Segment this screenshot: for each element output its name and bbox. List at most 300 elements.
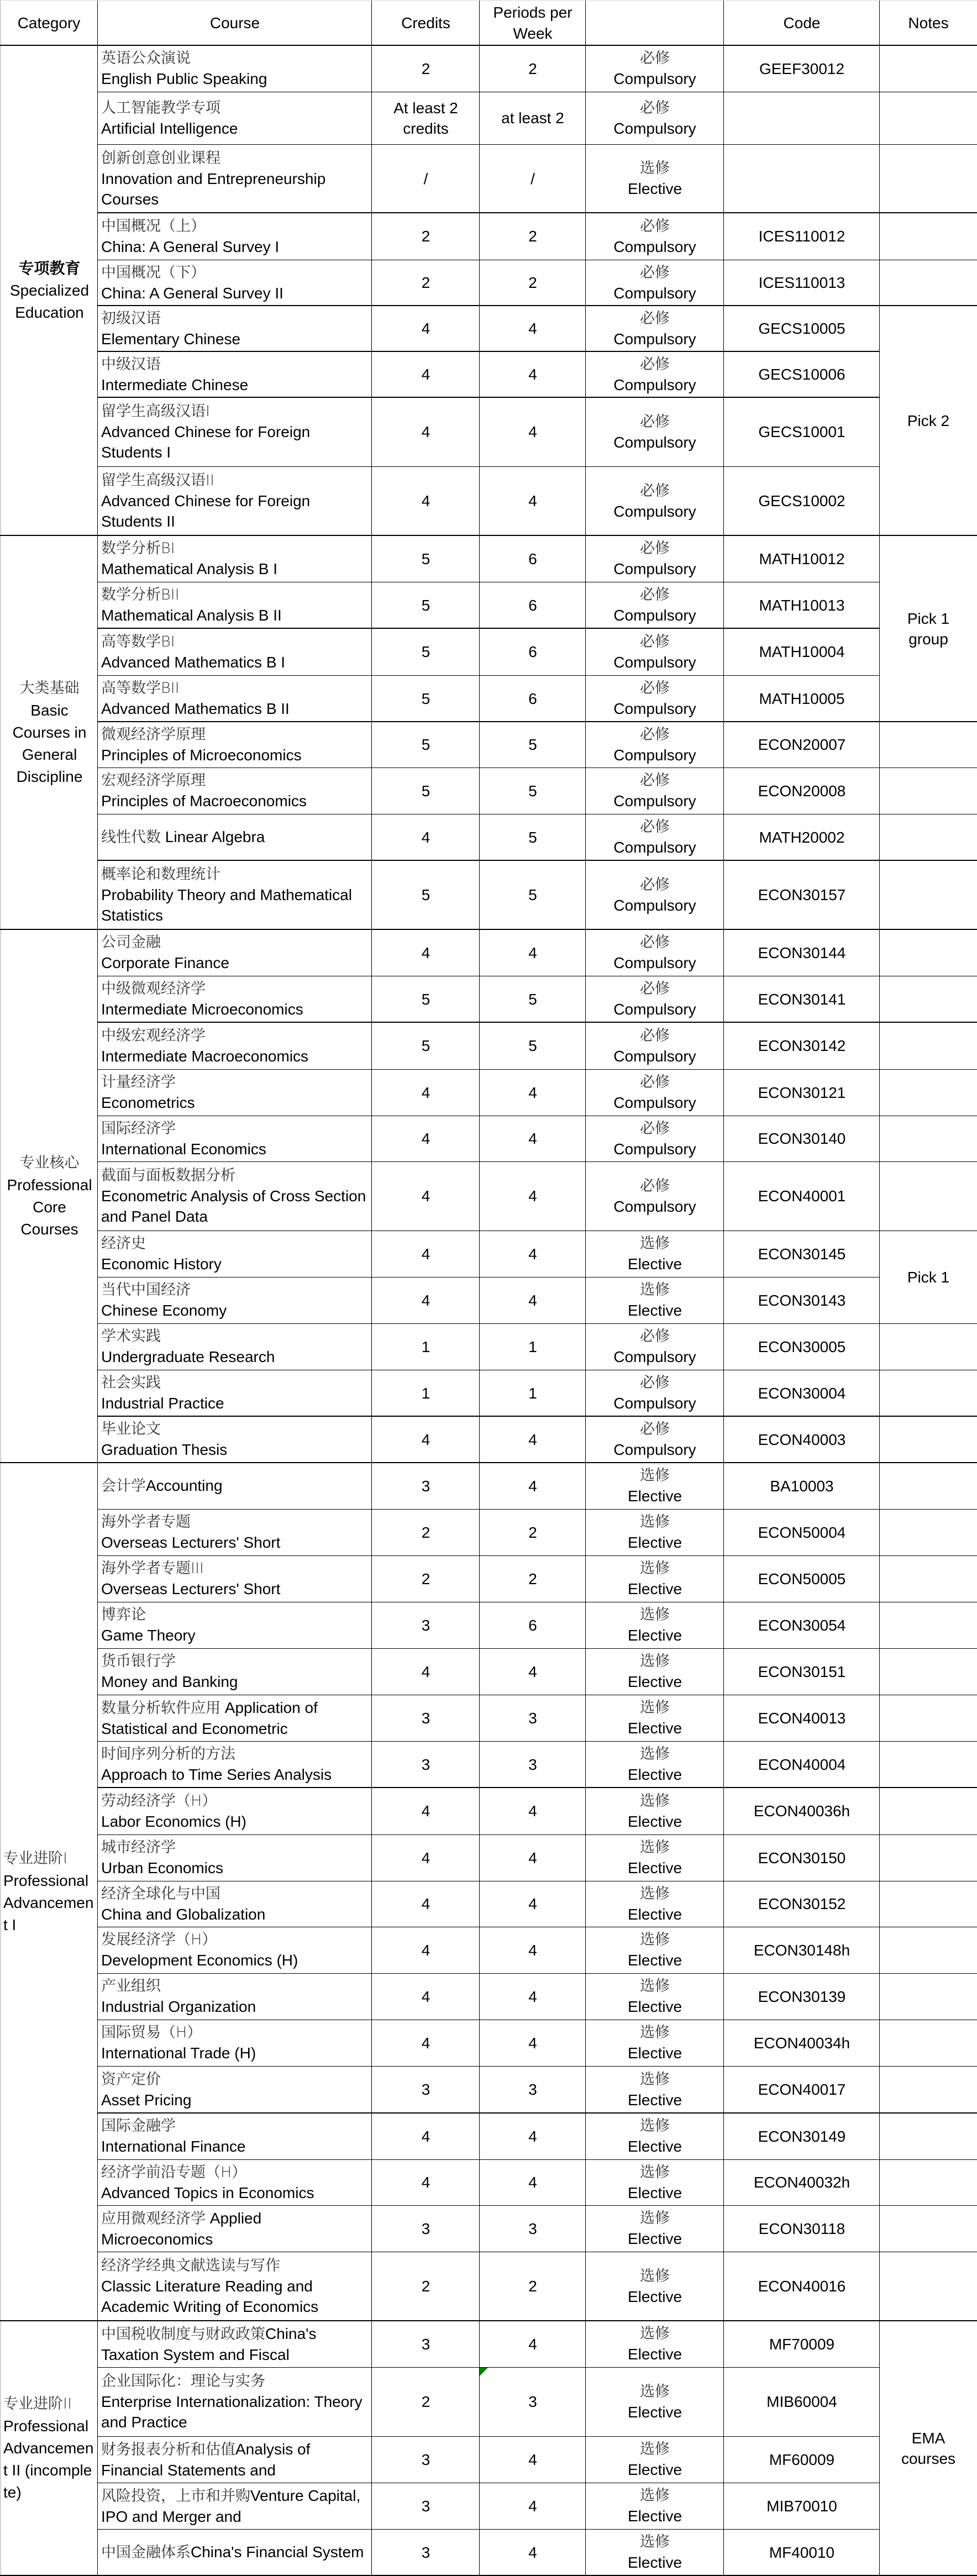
course-type-zh: 必修 xyxy=(640,1074,670,1091)
grid-line-vertical xyxy=(479,397,480,466)
notes-cell xyxy=(880,306,977,535)
credits-cell xyxy=(372,722,480,767)
grid-line-vertical xyxy=(585,2252,586,2321)
periods-value: 3 xyxy=(528,1755,537,1773)
course-type-cell xyxy=(586,976,724,1022)
course-code: ECON50004 xyxy=(758,1523,846,1541)
periods-value: / xyxy=(530,170,535,187)
course-name-en: Advanced Mathematics B I xyxy=(101,653,286,671)
course-cell xyxy=(98,1973,372,2020)
course-name-en: Undergraduate Research xyxy=(101,1348,275,1365)
course-code-cell xyxy=(724,1695,880,1741)
grid-line-vertical xyxy=(585,1277,586,1323)
grid-line-vertical xyxy=(879,1509,880,1555)
credits-value: 4 xyxy=(421,1941,430,1959)
course-name-en: Econometric Analysis of Cross Section and Panel Data xyxy=(101,1187,366,1225)
credits-value: 3 xyxy=(421,2543,430,2561)
course-type-en: Compulsory xyxy=(613,607,696,624)
grid-line-vertical xyxy=(371,860,372,929)
course-cell xyxy=(98,1161,372,1231)
course-name-en: Urban Economics xyxy=(101,1859,223,1876)
grid-line-vertical xyxy=(585,582,586,628)
periods-value: 4 xyxy=(528,944,537,961)
course-code-cell xyxy=(724,1555,880,1602)
category-cell-advanced1 xyxy=(1,1463,98,2321)
credits-cell xyxy=(372,2529,480,2575)
grid-line-vertical xyxy=(479,2367,480,2436)
credits-cell xyxy=(372,976,480,1022)
course-code: ICES110013 xyxy=(758,274,845,291)
grid-line-vertical xyxy=(371,1648,372,1695)
course-type-en: Compulsory xyxy=(613,70,696,87)
course-type-zh: 必修 xyxy=(640,99,670,117)
periods-value: 4 xyxy=(528,1895,537,1912)
grid-line-vertical xyxy=(879,814,880,860)
credits-cell xyxy=(372,2252,480,2321)
course-cell xyxy=(98,628,372,675)
grid-line-vertical xyxy=(879,1416,880,1463)
notes-cell-empty xyxy=(880,2252,977,2321)
course-code-cell xyxy=(724,466,880,535)
grid-line-vertical xyxy=(723,213,724,260)
course-code-cell xyxy=(724,2020,880,2066)
credits-cell xyxy=(372,466,480,535)
course-cell xyxy=(98,213,372,260)
course-type-cell xyxy=(586,1973,724,2020)
grid-line-vertical xyxy=(585,2205,586,2252)
credits-value: 5 xyxy=(421,643,430,660)
notes-text: EMA courses xyxy=(901,2429,956,2467)
credits-cell xyxy=(372,92,480,144)
credits-value: 5 xyxy=(421,886,430,903)
course-code: ECON40004 xyxy=(758,1755,846,1773)
course-type-zh: 选修 xyxy=(640,1281,670,1298)
grid-line-vertical xyxy=(371,1370,372,1416)
periods-value: 4 xyxy=(528,2174,537,2191)
grid-line-vertical xyxy=(723,1463,724,1509)
periods-value: 4 xyxy=(528,2034,537,2052)
course-code: ECON30139 xyxy=(758,1988,846,2005)
course-cell xyxy=(98,306,372,351)
grid-line-vertical xyxy=(371,976,372,1022)
periods-cell xyxy=(480,306,586,351)
course-type-en: Compulsory xyxy=(613,238,696,255)
course-type-zh: 必修 xyxy=(640,772,670,789)
grid-line-vertical xyxy=(371,1231,372,1277)
grid-line-vertical xyxy=(371,1555,372,1602)
notes-cell-empty xyxy=(880,45,977,92)
grid-line-vertical xyxy=(371,2252,372,2321)
category-name-en: Professional Core Courses xyxy=(7,1176,92,1238)
credits-value: 3 xyxy=(421,2081,430,2098)
course-cell xyxy=(98,860,372,929)
grid-line-vertical xyxy=(723,1927,724,1973)
course-name-en: International Finance xyxy=(101,2138,246,2155)
course-cell xyxy=(98,260,372,306)
category-name-zh: 专业核心 xyxy=(19,1154,80,1171)
course-cell xyxy=(98,1069,372,1116)
course-code-cell xyxy=(724,260,880,306)
grid-line-vertical xyxy=(879,1927,880,1973)
course-type-cell xyxy=(586,1509,724,1555)
credits-value: 4 xyxy=(421,320,430,337)
periods-cell xyxy=(480,2020,586,2066)
grid-line-vertical xyxy=(479,1161,480,1231)
course-name-en: English Public Speaking xyxy=(101,70,267,87)
course-code-cell xyxy=(724,1370,880,1416)
credits-value: 4 xyxy=(421,1988,430,2005)
grid-line-vertical xyxy=(723,45,724,92)
course-type-cell xyxy=(586,92,724,144)
notes-cell-empty xyxy=(880,1602,977,1648)
course-type-en: Elective xyxy=(627,180,682,197)
grid-line-vertical xyxy=(585,2436,586,2483)
notes-cell-empty xyxy=(880,2205,977,2252)
course-name-en: Analysis of Financial Statements and xyxy=(101,2440,311,2479)
grid-line-vertical xyxy=(723,1116,724,1161)
grid-line-vertical xyxy=(585,1022,586,1069)
grid-line-vertical xyxy=(479,1,480,45)
course-cell xyxy=(98,2367,372,2436)
credits-value: 4 xyxy=(421,366,430,383)
course-cell xyxy=(98,535,372,582)
course-name-en: China and Globalization xyxy=(101,1905,266,1923)
course-type-cell xyxy=(586,144,724,213)
grid-line-vertical xyxy=(879,1022,880,1069)
credits-cell xyxy=(372,1834,480,1881)
grid-line-vertical xyxy=(879,535,880,582)
course-cell xyxy=(98,1555,372,1602)
course-code-cell xyxy=(724,1463,880,1509)
credits-cell xyxy=(372,306,480,351)
course-type-cell xyxy=(586,1370,724,1416)
course-type-cell xyxy=(586,1069,724,1116)
grid-line-vertical xyxy=(585,535,586,582)
course-name-zh: 经济史 xyxy=(101,1235,146,1252)
course-code: ICES110012 xyxy=(758,228,845,245)
course-type-en: Elective xyxy=(627,1627,682,1644)
course-code: MF40010 xyxy=(769,2543,835,2561)
notes-cell xyxy=(880,535,977,722)
grid-line-vertical xyxy=(585,2159,586,2205)
course-name xyxy=(101,1475,223,1496)
course-name-en: China's Financial System xyxy=(191,2543,364,2561)
grid-line-vertical xyxy=(585,1116,586,1161)
grid-line-vertical xyxy=(479,1741,480,1788)
grid-line-vertical xyxy=(479,260,480,306)
periods-cell xyxy=(480,397,586,466)
course-type-en: Elective xyxy=(627,1673,682,1690)
course-name-zh: 高等数学BI xyxy=(101,633,175,650)
course-type-zh: 选修 xyxy=(640,2117,670,2135)
course-name xyxy=(101,1697,369,1739)
course-cell xyxy=(98,1370,372,1416)
credits-cell xyxy=(372,860,480,929)
course-type-en: Elective xyxy=(627,2184,682,2201)
grid-line-vertical xyxy=(479,2113,480,2159)
grid-line-vertical xyxy=(879,1973,880,2020)
credits-value: 4 xyxy=(421,2127,430,2145)
periods-value: 4 xyxy=(528,423,537,440)
course-type-cell xyxy=(586,2113,724,2159)
notes-cell-empty xyxy=(880,1788,977,1834)
course-type-en: Elective xyxy=(627,2288,682,2305)
course-name-en: Probability Theory and Mathematical Statistics xyxy=(101,886,352,924)
course-cell xyxy=(98,1648,372,1695)
periods-cell xyxy=(480,1741,586,1788)
periods-cell xyxy=(480,2483,586,2529)
course-type-en: Elective xyxy=(627,1720,682,1737)
credits-cell xyxy=(372,2321,480,2367)
category-cell-core xyxy=(1,929,98,1463)
grid-line-vertical xyxy=(723,2436,724,2483)
notes-cell-empty xyxy=(880,1116,977,1161)
grid-line-vertical xyxy=(371,260,372,306)
course-name-en: International Economics xyxy=(101,1140,266,1158)
course-code: ECON30121 xyxy=(758,1084,846,1101)
course-name-en: Approach to Time Series Analysis xyxy=(101,1766,332,1783)
course-name-en: Venture Capital, IPO and Merger and xyxy=(101,2486,361,2525)
grid-line-vertical xyxy=(479,351,480,397)
course-type-zh: 选修 xyxy=(640,2383,670,2400)
course-name-zh: 宏观经济学原理 xyxy=(101,772,206,789)
course-code: GEEF30012 xyxy=(759,60,845,77)
periods-value: 3 xyxy=(528,2081,537,2098)
course-type-en: Compulsory xyxy=(613,746,696,764)
grid-line-vertical xyxy=(479,1231,480,1277)
periods-cell xyxy=(480,213,586,260)
course-cell xyxy=(98,1602,372,1648)
grid-line-vertical xyxy=(371,2113,372,2159)
course-name-en: Applied Microeconomics xyxy=(101,2209,262,2248)
course-name-zh: 线性代数 xyxy=(101,829,161,846)
course-type-en: Compulsory xyxy=(613,1094,696,1111)
periods-value: 3 xyxy=(528,2220,537,2237)
grid-line-vertical xyxy=(723,1161,724,1231)
course-type-cell xyxy=(586,1834,724,1881)
periods-value: 6 xyxy=(528,690,537,707)
course-code: GECS10002 xyxy=(758,492,845,509)
notes-cell-empty xyxy=(880,1834,977,1881)
course-type-zh: 选修 xyxy=(640,2325,670,2342)
grid-line-vertical xyxy=(723,1741,724,1788)
course-type-zh: 必修 xyxy=(640,680,670,697)
course-name-zh: 高等数学BII xyxy=(101,680,180,697)
credits-value: 4 xyxy=(421,1849,430,1867)
credits-cell xyxy=(372,213,480,260)
grid-line-vertical xyxy=(479,45,480,92)
course-type-en: Compulsory xyxy=(613,839,696,856)
notes-cell-empty xyxy=(880,92,977,144)
course-type-en: Compulsory xyxy=(613,1395,696,1412)
credits-cell xyxy=(372,1022,480,1069)
course-code: ECON20007 xyxy=(758,736,846,753)
periods-cell xyxy=(480,976,586,1022)
credits-cell xyxy=(372,929,480,976)
course-name-zh: 留学生高级汉语II xyxy=(101,472,214,489)
grid-line-vertical xyxy=(723,1416,724,1463)
course-name xyxy=(101,827,265,848)
grid-line-vertical xyxy=(879,2159,880,2205)
course-cell xyxy=(98,2483,372,2529)
course-cell xyxy=(98,929,372,976)
periods-cell xyxy=(480,1463,586,1509)
course-code-cell xyxy=(724,1231,880,1277)
periods-cell xyxy=(480,1602,586,1648)
course-name-en: International Trade (H) xyxy=(101,2044,256,2062)
grid-line-vertical xyxy=(585,976,586,1022)
grid-line-vertical xyxy=(723,2252,724,2321)
course-code-cell xyxy=(724,1161,880,1231)
course-cell xyxy=(98,1231,372,1277)
grid-line-vertical xyxy=(371,675,372,722)
grid-line-vertical xyxy=(585,1323,586,1370)
course-type-en: Elective xyxy=(627,1302,682,1319)
course-type-cell xyxy=(586,2436,724,2483)
grid-line-vertical xyxy=(723,2020,724,2066)
category-name-zh: 大类基础 xyxy=(19,679,80,697)
course-code: MIB60004 xyxy=(766,2393,837,2410)
course-name-zh: 经济全球化与中国 xyxy=(101,1885,220,1902)
grid-line-vertical xyxy=(879,929,880,976)
grid-line-vertical xyxy=(585,1881,586,1927)
course-cell xyxy=(98,92,372,144)
course-type-zh: 选修 xyxy=(640,160,670,177)
credits-cell xyxy=(372,1463,480,1509)
credits-value: 4 xyxy=(421,1802,430,1820)
course-type-zh: 选修 xyxy=(640,1653,670,1670)
grid-line-vertical xyxy=(879,1370,880,1416)
grid-line-vertical xyxy=(585,1161,586,1231)
periods-cell xyxy=(480,860,586,929)
course-cell xyxy=(98,351,372,397)
grid-line-vertical xyxy=(371,1277,372,1323)
course-type-cell xyxy=(586,1323,724,1370)
grid-line-vertical xyxy=(479,2020,480,2066)
course-code-cell xyxy=(724,1069,880,1116)
grid-line-vertical xyxy=(479,1509,480,1555)
notes-text: Pick 1 group xyxy=(907,609,950,648)
periods-value: 4 xyxy=(528,2451,537,2468)
course-type-en: Elective xyxy=(627,1534,682,1551)
course-name xyxy=(101,2439,369,2480)
grid-line-vertical xyxy=(879,260,880,306)
course-name-zh: 中国概况（下） xyxy=(101,264,206,281)
credits-value: 5 xyxy=(421,550,430,567)
credits-cell xyxy=(372,397,480,466)
notes-cell-empty xyxy=(880,2020,977,2066)
course-name-zh: 应用微观经济学 xyxy=(101,2210,206,2227)
course-name-zh: 国际贸易（H） xyxy=(101,2024,202,2041)
course-name-en: Application of Statistical and Econometric xyxy=(101,1699,318,1737)
course-cell xyxy=(98,1509,372,1555)
grid-line-vertical xyxy=(879,1231,880,1277)
grid-line-vertical xyxy=(479,767,480,814)
course-type-cell xyxy=(586,306,724,351)
credits-cell xyxy=(372,144,480,213)
course-type-cell xyxy=(586,929,724,976)
course-type-cell xyxy=(586,2020,724,2066)
course-code: ECON30148h xyxy=(753,1941,850,1959)
course-type-zh: 选修 xyxy=(640,2441,670,2458)
course-name-en: Classic Literature Reading and Academic Writing of Economics xyxy=(101,2278,319,2315)
course-code: ECON40034h xyxy=(753,2034,850,2052)
grid-line-vertical xyxy=(723,466,724,535)
course-type-zh: 必修 xyxy=(640,818,670,835)
course-type-cell xyxy=(586,1231,724,1277)
grid-line-vertical xyxy=(371,2529,372,2575)
periods-cell xyxy=(480,1277,586,1323)
periods-value: 4 xyxy=(528,2335,537,2353)
course-name-en: Intermediate Macroeconomics xyxy=(101,1047,309,1065)
grid-line-vertical xyxy=(879,2436,880,2483)
grid-line-vertical xyxy=(585,1788,586,1834)
grid-line-vertical xyxy=(879,144,880,213)
course-code-cell xyxy=(724,929,880,976)
course-name-zh: 概率论和数理统计 xyxy=(101,866,220,883)
periods-cell xyxy=(480,582,586,628)
course-code: ECON40036h xyxy=(753,1802,850,1820)
grid-line-vertical xyxy=(371,1463,372,1509)
course-code: MATH10013 xyxy=(759,596,845,614)
credits-value: 5 xyxy=(421,736,430,753)
course-name-zh: 时间序列分析的方法 xyxy=(101,1746,235,1763)
course-cell xyxy=(98,45,372,92)
grid-line-vertical xyxy=(879,2367,880,2436)
course-type-cell xyxy=(586,2529,724,2575)
course-type-en: Elective xyxy=(627,1255,682,1273)
grid-line-vertical xyxy=(879,45,880,92)
grid-line-vertical xyxy=(723,1323,724,1370)
periods-cell xyxy=(480,1231,586,1277)
periods-value: 4 xyxy=(528,320,537,337)
periods-value: 5 xyxy=(528,886,537,903)
course-type-en: Elective xyxy=(627,1812,682,1830)
grid-line-vertical xyxy=(879,466,880,535)
course-name-en: Advanced Topics in Economics xyxy=(101,2184,314,2201)
grid-line-vertical xyxy=(479,2205,480,2252)
course-type-zh: 必修 xyxy=(640,1177,670,1195)
header-course: Course xyxy=(209,14,260,31)
credits-cell xyxy=(372,628,480,675)
grid-line-vertical xyxy=(585,767,586,814)
periods-value: 4 xyxy=(528,1291,537,1309)
course-cell xyxy=(98,1834,372,1881)
course-code: MATH10012 xyxy=(759,550,845,567)
course-code: ECON40017 xyxy=(758,2081,846,2098)
periods-value: 6 xyxy=(528,596,537,614)
course-type-zh: 选修 xyxy=(640,1235,670,1252)
grid-line-vertical xyxy=(723,306,724,351)
course-cell xyxy=(98,1695,372,1741)
grid-line-vertical xyxy=(479,1463,480,1509)
course-code-cell xyxy=(724,722,880,767)
course-type-zh: 选修 xyxy=(640,1746,670,1763)
grid-line-vertical xyxy=(585,2321,586,2367)
grid-line-vertical xyxy=(723,535,724,582)
credits-cell xyxy=(372,1231,480,1277)
grid-line-vertical xyxy=(879,1788,880,1834)
grid-line-vertical xyxy=(479,814,480,860)
periods-cell xyxy=(480,1416,586,1463)
grid-line-vertical xyxy=(879,2321,880,2367)
course-type-zh: 必修 xyxy=(640,482,670,500)
periods-cell xyxy=(480,351,586,397)
course-cell xyxy=(98,2159,372,2205)
course-name-en: Game Theory xyxy=(101,1627,196,1644)
cell-comment-indicator-icon[interactable] xyxy=(480,2368,488,2376)
grid-line-vertical xyxy=(585,1069,586,1116)
